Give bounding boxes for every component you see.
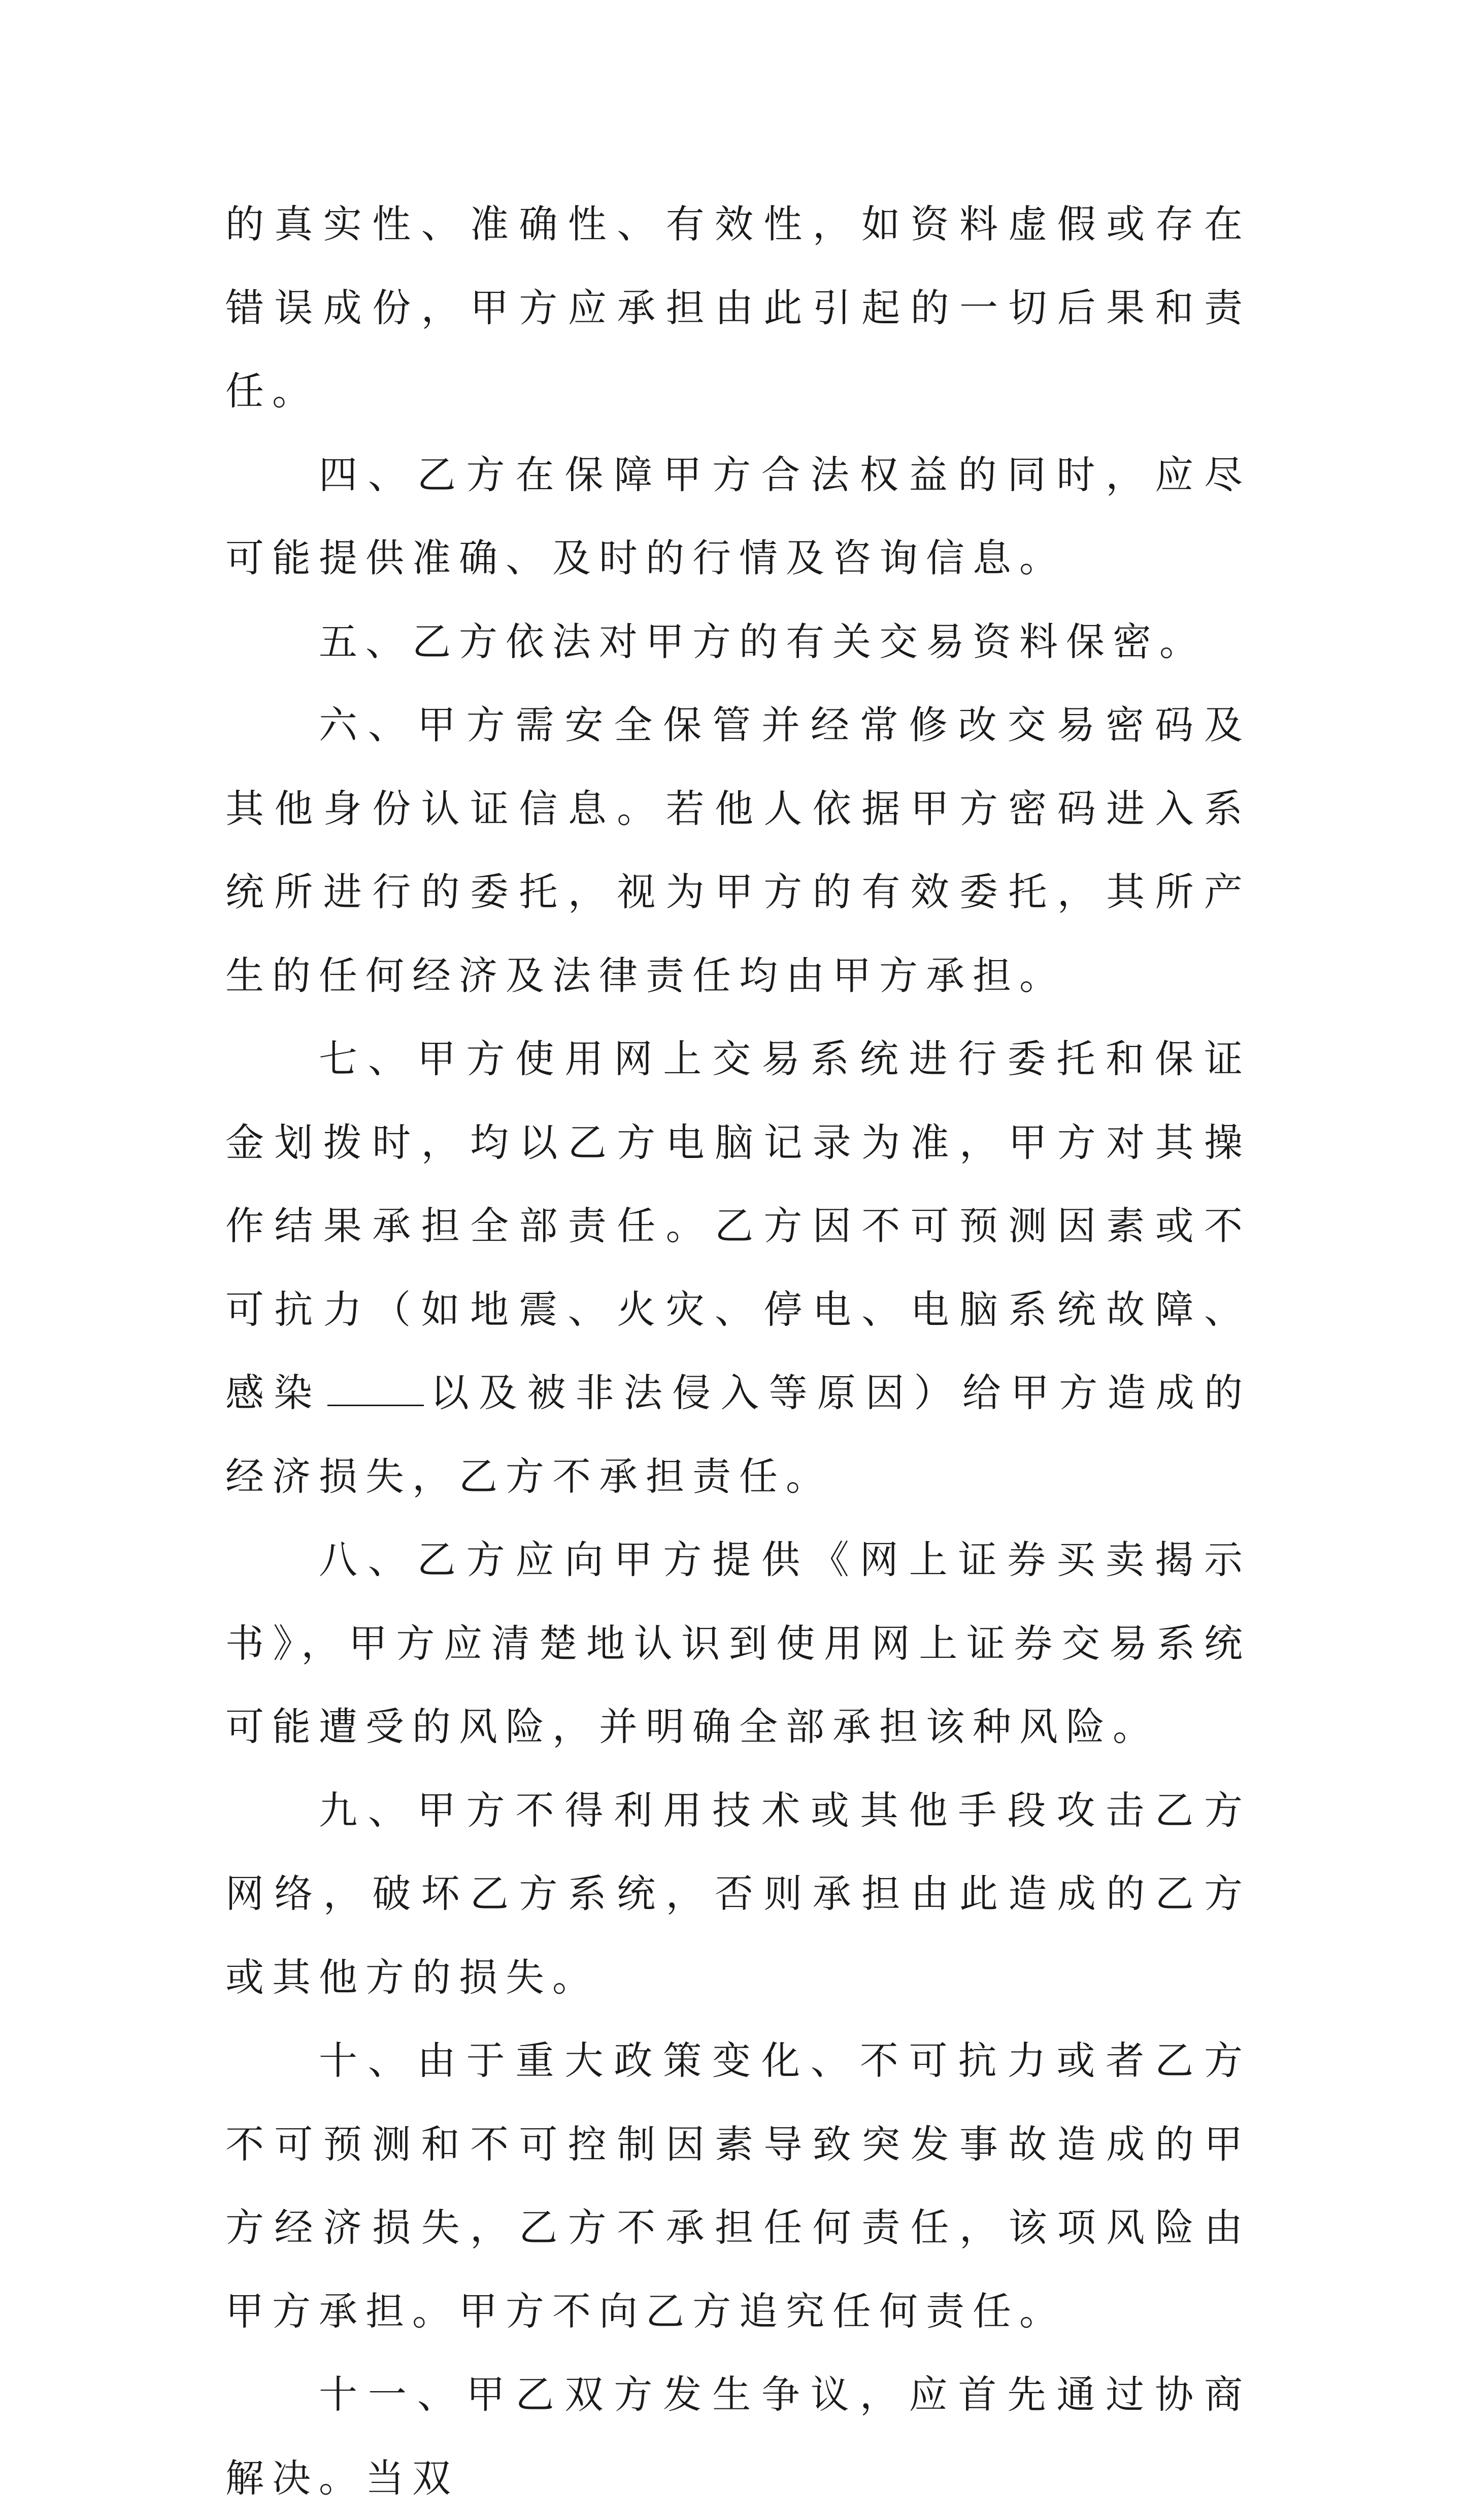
paragraph-clause-4: 四、乙方在保障甲方合法权益的同时，应尽可能提供准确、及时的行情及咨询信息。 bbox=[225, 452, 1251, 581]
paragraph-clause-5: 五、乙方依法对甲方的有关交易资料保密。 bbox=[319, 619, 1206, 664]
paragraph-clause-10: 十、由于重大政策变化、不可抗力或者乙方不可预测和不可控制因素导致突发事故造成的甲方经济损失，乙方不承担任何责任，该项风险由甲方承担。甲方不向乙方追究任何责任。 bbox=[225, 2038, 1251, 2334]
fill-in-blank-line bbox=[327, 1374, 424, 1406]
paragraph-clause-8: 八、乙方应向甲方提供《网上证券买卖揭示书》，甲方应清楚地认识到使用网上证券交易系统可能遭受的风险，并明确全部承担该种风险。 bbox=[225, 1537, 1251, 1749]
paragraph-continued: 的真实性、准确性、有效性，如资料虚假或存在错误成份，甲方应承担由此引起的一切后果和责任。 bbox=[225, 201, 1251, 414]
paragraph-clause-7 bbox=[225, 1017, 1251, 1518]
paragraph-clause-11: 十一、甲乙双方发生争议，应首先通过协商解决。当双 bbox=[225, 2372, 1251, 2501]
paragraph-clause-6: 六、甲方需安全保管并经常修改交易密码及其他身份认证信息。若他人依据甲方密码进入系统所进行的委托，视为甲方的有效委托，其所产生的任何经济及法律责任均由甲方承担。 bbox=[225, 702, 1251, 998]
clause-7-text-after-blank: 以及被非法侵入等原因）给甲方造成的经济损失，乙方不承担责任。 bbox=[225, 1370, 1251, 1499]
document-body bbox=[225, 183, 1251, 2520]
clause-7-text-before-blank: 七、甲方使用网上交易系统进行委托和保证金划拨时，均以乙方电脑记录为准，甲方对其操作结果承担全部责任。乙方因不可预测因素或不可抗力（如地震、火灾、停电、电脑系统故障、感染 bbox=[225, 1036, 1251, 1415]
paragraph-clause-9: 九、甲方不得利用技术或其他手段攻击乙方网络，破坏乙方系统，否则承担由此造成的乙方或其他方的损失。 bbox=[225, 1787, 1251, 2000]
